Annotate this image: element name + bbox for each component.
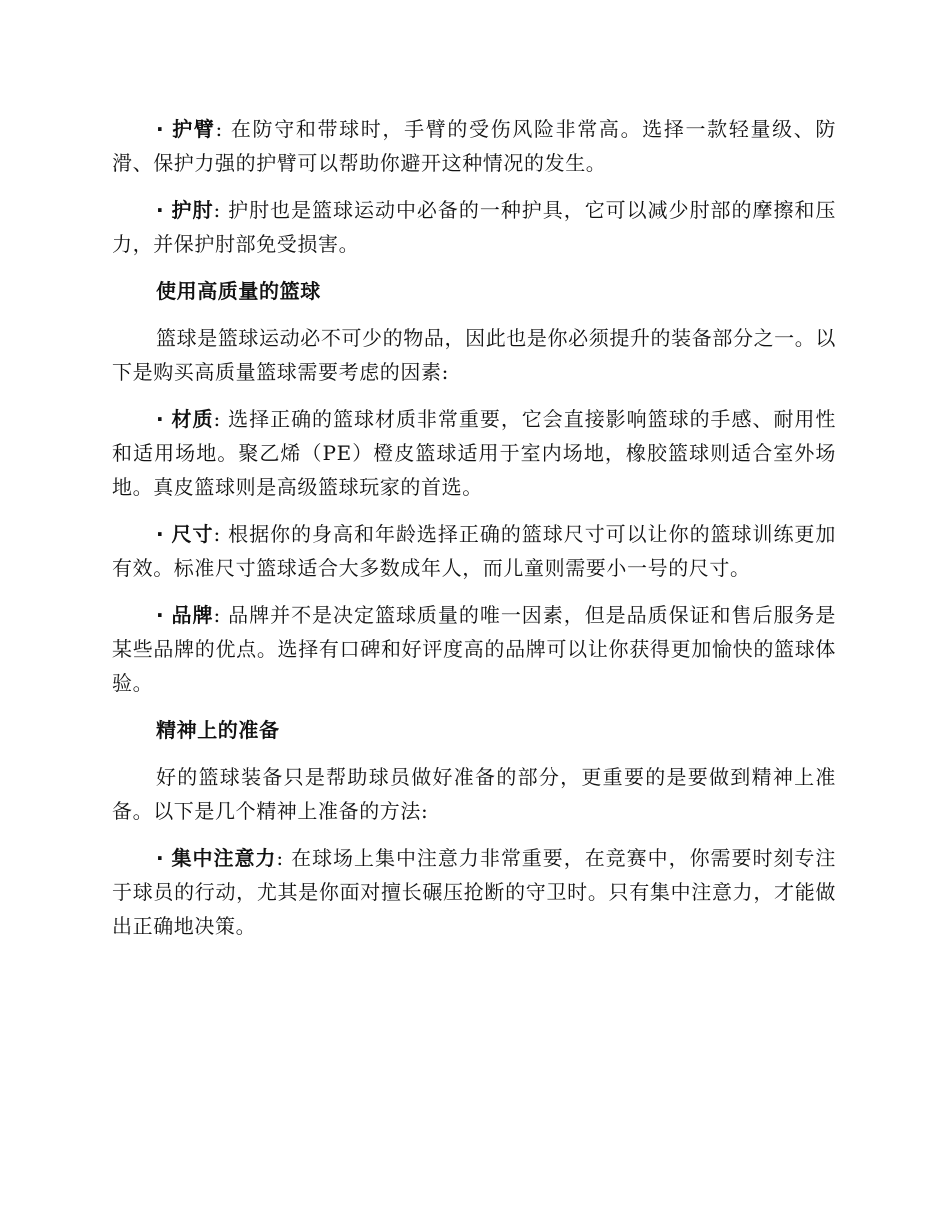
item-separator: :: [213, 522, 229, 546]
section-heading-ball: 使用高质量的篮球: [156, 279, 321, 303]
section-heading-mind: 精神上的准备: [156, 718, 280, 742]
bullet-item-arm-guard: [112, 112, 836, 180]
item-term: 品牌: [171, 603, 214, 627]
item-separator: :: [213, 198, 229, 222]
bullet-dot: ·: [156, 117, 165, 141]
item-term: 尺寸: [171, 522, 214, 546]
item-separator: :: [276, 846, 292, 870]
document-page: [112, 112, 836, 956]
item-term: 护臂: [172, 117, 216, 141]
bullet-item-material: [112, 402, 836, 504]
bullet-item-elbow-guard: [112, 193, 836, 261]
bullet-dot: ·: [156, 603, 165, 627]
item-text: 在防守和带球时，手臂的受伤风险非常高。选择一款轻量级、防滑、保护力强的护臂可以帮助你避开这种情况的发生。: [112, 117, 837, 175]
item-text: 根据你的身高和年龄选择正确的篮球尺寸可以让你的篮球训练更加有效。标准尺寸篮球适合大多数成年人，而儿童则需要小一号的尺寸。: [112, 522, 837, 580]
bullet-dot: ·: [156, 198, 165, 222]
item-text: 选择正确的篮球材质非常重要，它会直接影响篮球的手感、耐用性和适用场地。聚乙烯（PE）橙皮篮球适用于室内场地，橡胶篮球则适合室外场地。真皮篮球则是高级篮球玩家的首选。: [112, 407, 837, 499]
item-separator: :: [213, 407, 229, 431]
bullet-item-brand: [112, 598, 836, 700]
item-term: 集中注意力: [171, 846, 277, 870]
item-separator: :: [215, 117, 231, 141]
item-separator: :: [213, 603, 229, 627]
bullet-dot: ·: [156, 846, 165, 870]
section-intro-ball: 篮球是篮球运动必不可少的物品，因此也是你必须提升的装备部分之一。以下是购买高质量篮球需要考虑的因素:: [112, 326, 836, 384]
bullet-item-focus: [112, 841, 836, 943]
item-text: 品牌并不是决定篮球质量的唯一因素，但是品质保证和售后服务是某些品牌的优点。选择有口碑和好评度高的品牌可以让你获得更加愉快的篮球体验。: [112, 603, 837, 695]
item-text: 护肘也是篮球运动中必备的一种护具，它可以减少肘部的摩擦和压力，并保护肘部免受损害。: [112, 198, 837, 256]
bullet-item-size: [112, 517, 836, 585]
item-term: 材质: [171, 407, 214, 431]
item-text: 在球场上集中注意力非常重要，在竞赛中，你需要时刻专注于球员的行动，尤其是你面对擅长碾压抢断的守卫时。只有集中注意力，才能做出正确地决策。: [112, 846, 837, 938]
bullet-dot: ·: [156, 522, 165, 546]
item-term: 护肘: [171, 198, 214, 222]
section-intro-mind: 好的篮球装备只是帮助球员做好准备的部分，更重要的是要做到精神上准备。以下是几个精神上准备的方法:: [112, 765, 836, 823]
bullet-dot: ·: [156, 407, 165, 431]
